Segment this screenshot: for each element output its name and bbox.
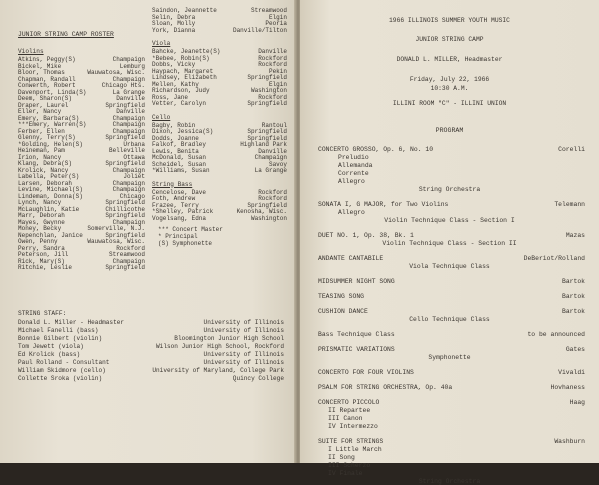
piece-title: CONCERTO FOR FOUR VIOLINS [318,369,414,376]
roster-city: Chicago Hts. [101,82,145,89]
roster-city: Champaign [112,218,145,226]
staff-name: Bonnie Gilbert (violin) [18,335,103,342]
roster-name: Foth, Andrew [152,195,196,202]
roster-city: Peoria [265,20,287,27]
roster-row [152,27,287,34]
roster-city: Springfield [105,212,145,219]
staff-name: Collette Sroka (violin) [18,375,103,382]
program-header-line: ILLINI ROOM "C" - ILLINI UNION [392,100,507,107]
roster-city: Chicago [119,192,145,200]
staff-name: Michael Fanelli (bass) [18,327,99,334]
roster-city: Springfield [105,134,145,141]
program-header-line: 1966 ILLINOIS SUMMER YOUTH MUSIC [389,17,510,24]
roster-name: Labella, Peter(S) [18,173,80,180]
roster-name: McLaughlin, Katie [18,205,80,213]
roster-title: JUNIOR STRING CAMP ROSTER [18,31,114,38]
roster-name: Klang, Debra(S) [18,160,73,167]
piece-composer: Bartok [561,278,585,285]
staff-name: Paul Rolland - Consultant [18,359,110,366]
roster-city: Springfield [105,101,145,109]
roster-name: Rick, Mary(S) [18,257,65,265]
roster-city: Kenosha, Wisc. [236,208,287,215]
roster-name: Money, Becky [18,225,62,232]
roster-city: Champaign [112,186,145,193]
legend-item: (S) Symphonette [158,240,213,247]
roster-city: Highland Park [240,141,287,148]
staff-row [18,335,284,343]
program-header-line: PROGRAM [435,127,464,134]
roster-city: Danville [258,48,287,55]
roster-city: Champaign [112,114,145,122]
roster-name: Dixon, Jessica(S) [152,128,214,135]
roster-city: La Grange [112,88,145,96]
roster-city: Springfield [105,231,145,239]
right-page [300,0,599,485]
roster-name: York, Dianna [152,26,196,34]
staff-affiliation: University of Illinois [203,319,284,326]
staff-affiliation: University of Maryland, College Park [152,367,284,374]
staff-affiliation: Wilson Junior High School, Rockford [156,343,284,350]
roster-city: Danville/Tilton [232,26,287,34]
piece-movement: IV Intermezzo [328,423,378,430]
piece-composer: Gates [565,346,585,353]
roster-name: Dodds, Joanne [152,134,199,142]
roster-city: Elgin [268,13,287,21]
staff-row [18,359,284,367]
program-header-line: DONALD L. MILLER, Headmaster [396,56,503,63]
roster-name: Selin, Debra [152,13,196,21]
roster-name: Falkof, Bradley [152,141,207,148]
piece-title: PRISMATIC VARIATIONS [318,346,395,353]
roster-name: Cencelose, Dave [152,188,207,196]
roster-name: Atkins, Peggy(S) [18,56,76,63]
piece-performer: Cello Technique Class [409,316,490,323]
piece-title: SONATA I, G MAJOR, for Two Violins [318,201,449,208]
piece-title: PSALM FOR STRING ORCHESTRA, Op. 40a [318,384,453,391]
roster-city: Champaign [254,154,287,161]
roster-name: Marr, Deborah [18,212,65,219]
roster-name: Richardson, Judy [152,87,210,94]
roster-city: Champaign [112,257,145,265]
roster-city: Rockford [258,195,287,202]
roster-city: Somerville, N.J. [87,225,145,232]
staff-row [18,367,284,375]
roster-city: Rockford [258,61,287,68]
roster-city: Champaign [112,179,145,187]
roster-name: Haypach, Margaret [152,67,214,75]
legend-item: * Principal [158,233,198,240]
roster-name: Larsen, Deborah [18,179,73,187]
staff-row [18,375,284,383]
section-string-bass: String Bass [152,180,193,188]
staff-row [18,319,284,327]
piece-composer: Vivaldi [558,369,585,376]
roster-name: Bloor, Thomas [18,69,65,76]
piece-title: CONCERTO GROSSO, Op. 6, No. 10 [318,146,434,153]
piece-composer: Mazas [565,232,585,239]
piece-title: SUITE FOR STRINGS [318,438,384,445]
roster-name: ***Emery, Warren(S) [18,121,87,128]
piece-composer: Bartok [561,293,585,300]
piece-composer: Telemann [554,201,585,208]
roster-city: Springfield [247,128,287,135]
piece-movement: III Scherzo [328,462,371,469]
staff-affiliation: Quincy College [232,375,284,382]
piece-composer: Hovhaness [550,384,585,391]
roster-city: Streamwood [108,251,145,258]
roster-city: Danville [116,108,145,115]
staff-title: STRING STAFF: [18,310,67,317]
staff-name: Donald L. Miller - Headmaster [18,319,125,326]
piece-title: CONCERTO PICCOLO [318,399,380,406]
piece-movement: II Song [328,454,355,461]
roster-name: Bahcke, Jeanette(S) [152,48,221,55]
roster-name: Saindon, Jeannette [152,7,217,14]
roster-city: Champaign [112,56,145,63]
roster-name: Frazee, Terry [152,201,199,209]
roster-city: Rockford [258,93,287,101]
roster-name: Emery, Barbara(S) [18,114,80,122]
section-cello: Cello [152,113,171,121]
roster-name: McDonald, Susan [152,154,207,161]
staff-row [18,327,284,335]
staff-affiliation: Bloomington Junior High School [174,335,284,342]
roster-name: Lewis, Benita [152,147,199,155]
program-header-line: JUNIOR STRING CAMP [415,36,484,43]
roster-city: Rockford [116,244,145,252]
roster-name: Bagby, Robin [152,121,196,129]
roster-city: Springfield [105,264,145,271]
staff-affiliation: University of Illinois [203,351,284,358]
string-staff [18,310,284,383]
staff-row [18,351,284,359]
roster-city: Springfield [247,134,287,142]
roster-name: Peterson, Jill [18,251,69,258]
section-violins: Violins [18,48,44,55]
piece-title: DUET NO. 1, Op. 38, Bk. 1 [318,232,414,239]
roster-city: Savoy [268,160,287,168]
roster-city: Pekin [268,67,287,75]
piece-performer: Violin Technique Class - Section I [384,217,515,224]
roster-city: Springfield [105,199,145,206]
roster-city: Champaign [112,75,145,83]
roster-name: Conwerth, Robert [18,82,76,89]
piece-movement: Allemanda [338,162,373,169]
staff-affiliation: University of Illinois [203,327,284,334]
roster-name: Scheidel, Susan [152,160,207,168]
roster-name: Nepenchlan, Janice [18,231,83,239]
staff-row [18,343,284,351]
piece-performer: Violin Technique Class - Section II [382,240,517,247]
piece-movement: Allegro [338,209,365,216]
piece-performer: String Orchestra [418,478,481,485]
roster-row [18,264,145,271]
piece-movement: Preludio [338,154,369,161]
staff-name: Tom Jewett (viola) [18,343,84,350]
roster-city: Belleville [108,147,145,154]
roster-row [152,215,287,222]
roster-city: Champaign [112,127,145,135]
roster-name: Krolick, Nancy [18,166,69,174]
roster-name: Heineman, Pam [18,147,65,154]
roster-name: Lindeman, Donna(S) [18,192,83,200]
roster-name: Lindsey, Elizabeth [152,74,217,81]
roster-city: Washington [250,214,287,222]
staff-name: William Skidmore (cello) [18,367,106,374]
legend-item: *** Concert Master [158,226,223,233]
program-header-line: Friday, July 22, 1966 [409,76,490,83]
roster-name: Draper, Laurel [18,101,69,109]
piece-movement: Corrente [338,170,369,177]
roster-city: Streamwood [250,7,287,14]
section-viola: Viola [152,40,171,47]
roster-name: *Bebee, Robin(S) [152,54,210,62]
roster-name: Davenport, Linda(S) [18,88,87,96]
right-roster-column [152,7,287,247]
staff-affiliation: University of Illinois [203,359,284,366]
roster-city: Danville [258,147,287,155]
roster-city: Springfield [105,160,145,167]
roster-name: Eller, Nancy [18,108,62,115]
piece-composer: Haag [569,399,585,406]
roster-city: Springfield [247,100,287,107]
roster-city: Wauwatosa, Wisc. [87,238,145,245]
roster-name: Owen, Penny [18,238,58,245]
roster-city: Rantoul [261,121,287,129]
roster-row [152,100,287,107]
piece-composer: Washburn [554,438,585,445]
piece-movement: I Little March [328,446,382,453]
roster-name: Lynch, Nancy [18,199,62,206]
roster-name: *Shelley, Patrick [152,208,214,215]
roster-name: Vetter, Carolyn [152,100,207,107]
roster-name: Sloan, Molly [152,20,196,27]
piece-title: ANDANTE CANTABILE [318,255,384,262]
roster-city: Washington [250,87,287,94]
piece-performer: Viola Technique Class [409,263,490,270]
roster-name: Glenny, Terry(S) [18,134,76,141]
piece-performer: Symphonette [428,354,471,361]
roster-name: Perry, Sandra [18,244,65,252]
piece-title: CUSHION DANCE [318,308,368,315]
roster-row [152,167,287,174]
roster-name: Vogelsang, Edna [152,214,207,222]
roster-name: Ferber, Ellen [18,127,65,135]
piece-composer: to be announced [527,331,585,338]
roster-name: Levine, Michael(S) [18,186,83,193]
piece-movement: III Canon [328,415,363,422]
piece-title: MIDSUMMER NIGHT SONG [318,278,395,285]
piece-movement: Allegro [338,178,365,185]
piece-movement: II Repartee [328,407,371,414]
roster-city: Joliet [123,173,145,180]
roster-city: Rockford [258,188,287,196]
roster-city: Champaign [112,166,145,174]
roster-name: Irion, Nancy [18,153,62,161]
piece-title: Bass Technique Class [318,331,395,338]
roster-city: La Grange [254,167,287,174]
piece-composer: Corelli [558,146,585,153]
roster-name: *Williams, Susan [152,167,210,174]
roster-city: Springfield [247,201,287,209]
roster-name: Bickel, Mike [18,62,62,70]
roster-name: Mayes, Gwynne [18,218,65,226]
roster-name: Ritchie, Leslie [18,264,73,271]
piece-composer: Bartok [561,308,585,315]
roster-city: Danville [116,95,145,102]
roster-city: Ottawa [123,153,145,161]
staff-name: Ed Krolick (bass) [18,351,81,358]
roster-city: Elgin [268,80,287,88]
piece-title: TEASING SONG [318,293,365,300]
roster-city: Lemburg [119,62,145,70]
roster-name: Ross, Jane [152,93,189,101]
left-page [0,0,296,463]
piece-composer: DeBeriot/Rolland [523,255,585,262]
roster-city: Rockford [258,54,287,62]
roster-city: Springfield [247,74,287,81]
roster-name: Mellen, Kathy [152,80,199,88]
roster-name: *Golding, Helen(S) [18,140,83,148]
roster-name: Chapman, Randall [18,75,76,83]
roster-city: Champaign [112,121,145,128]
roster-city: Chillicothe [105,205,145,213]
piece-performer: String Orchestra [418,186,481,193]
roster-city: Urbana [123,140,145,148]
roster-city: Wauwatosa, Wisc. [87,69,145,76]
piece-movement: IV Finale [328,470,363,477]
roster-name: Dobbs, Vicky [152,61,196,68]
roster-name: Deem, Sharon(S) [18,95,73,102]
violin-column [18,48,145,271]
program-header-line: 10:30 A.M. [430,85,469,92]
